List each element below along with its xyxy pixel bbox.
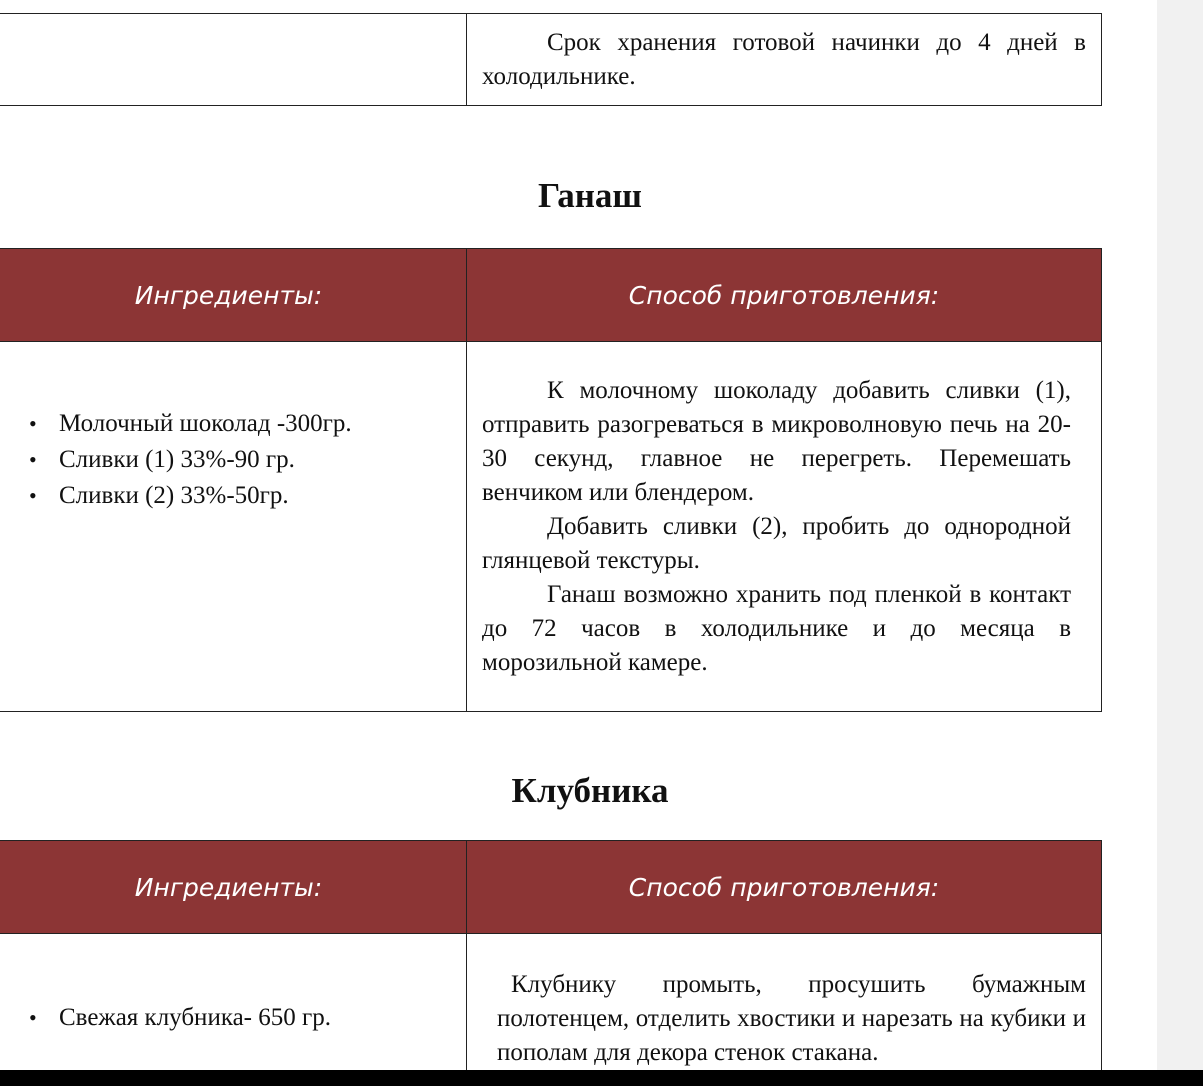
ingredients-list [0, 1000, 466, 1036]
table-header-row [0, 841, 1102, 934]
viewer-background [1157, 0, 1203, 1070]
method-cell [467, 342, 1102, 712]
header-method: Способ приготовления: [467, 249, 1102, 342]
table-row [0, 14, 1102, 106]
table-header-row [0, 249, 1102, 342]
viewer-bottom-bar [0, 1070, 1203, 1086]
method-text [467, 374, 1101, 680]
header-method: Способ приготовления: [467, 841, 1102, 934]
list-item: • Молочный шоколад -300гр. [29, 406, 466, 442]
ingredients-cell [0, 342, 467, 712]
header-ingredients: Ингредиенты: [0, 841, 467, 934]
method-text [467, 934, 1101, 1070]
section-title-ganache: Ганаш [538, 176, 642, 215]
method-paragraph: Ганаш возможно хранить под пленкой в контакт до 72 часов в холодильнике и до месяца в морозильной камере. [482, 580, 1071, 676]
table-row [0, 342, 1102, 712]
ingredients-cell [0, 934, 467, 1071]
table-row [0, 934, 1102, 1071]
empty-cell [0, 14, 467, 106]
storage-table [0, 13, 1102, 106]
ingredients-list [0, 406, 466, 514]
method-cell [467, 14, 1102, 106]
header-ingredients: Ингредиенты: [0, 249, 467, 342]
strawberry-table [0, 840, 1102, 1070]
method-cell [467, 934, 1102, 1071]
ganache-table [0, 248, 1102, 712]
method-paragraph: К молочному шоколаду добавить сливки (1), отправить разогреваться в микроволновую печь на 20-30 секунд, главное не перегреть. Перемешать венчиком или блендером. [482, 376, 1071, 506]
method-paragraph: Клубнику промыть, просушить бумажным полотенцем, отделить хвостики и нарезать на кубики и пополам для декора стенок стакана. [497, 971, 1086, 1066]
storage-text: Срок хранения готовой начинки до 4 дней в холодильнике. [482, 28, 1086, 90]
list-item: • Сливки (1) 33%-90 гр. [29, 442, 466, 478]
list-item: • Сливки (2) 33%-50гр. [29, 478, 466, 514]
method-paragraph: Добавить сливки (2), пробить до однородной глянцевой текстуры. [482, 512, 1071, 574]
section-title-strawberry: Клубника [511, 771, 669, 810]
list-item: • Свежая клубника- 650 гр. [29, 1000, 466, 1036]
